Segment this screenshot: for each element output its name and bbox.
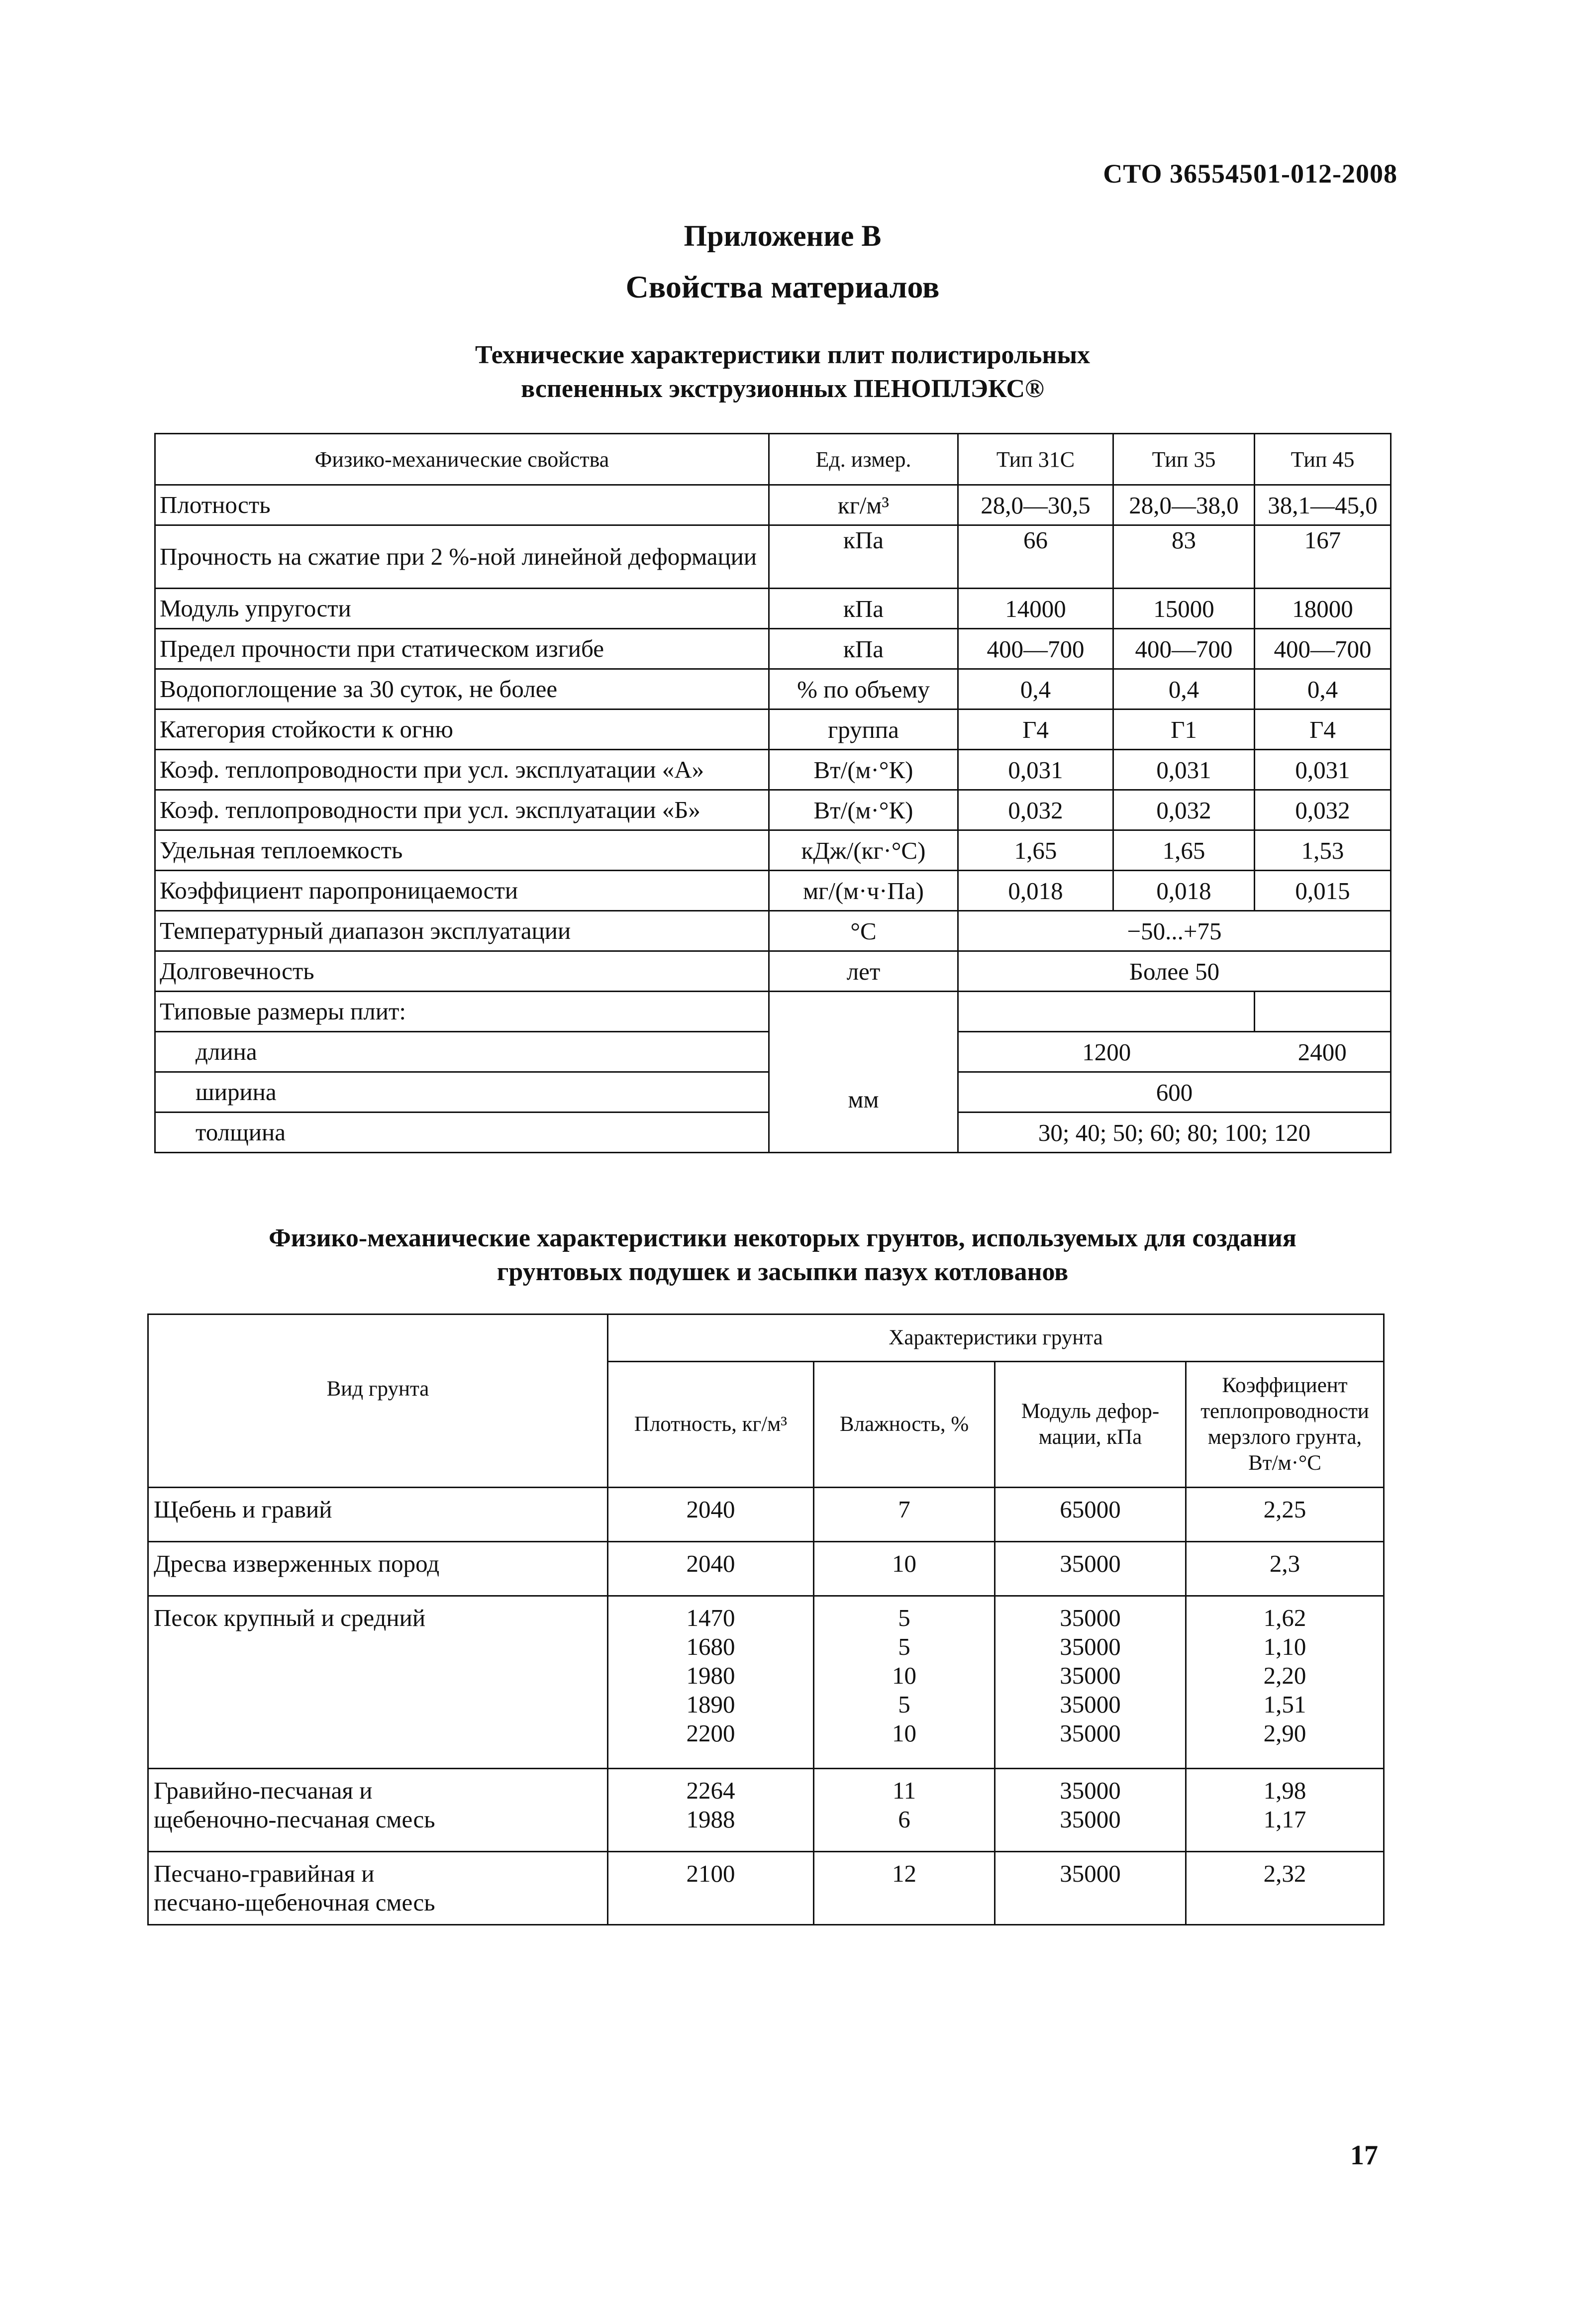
conductivity-cell bbox=[1186, 1488, 1384, 1542]
table-row bbox=[155, 629, 1391, 669]
soil-name bbox=[148, 1542, 608, 1596]
value-cell: Г4 bbox=[958, 709, 1113, 750]
value-cell: 400—700 bbox=[1255, 629, 1391, 669]
soil-name bbox=[148, 1852, 608, 1925]
conductivity-cell-line: 2,25 bbox=[1263, 1496, 1306, 1523]
table2-title-line2: грунтовых подушек и засыпки пазух котлованов bbox=[497, 1258, 1069, 1286]
property-name: Модуль упругости bbox=[155, 589, 769, 629]
property-name: Долговечность bbox=[155, 951, 769, 992]
conductivity-cell-line: 1,62 bbox=[1263, 1604, 1306, 1631]
table1-title-line1: Технические характеристики плит полистирольных bbox=[475, 341, 1091, 369]
section-title: Свойства материалов bbox=[625, 269, 940, 304]
soil-name bbox=[148, 1488, 608, 1542]
table-row bbox=[155, 992, 1391, 1032]
empty-cell bbox=[1255, 992, 1391, 1032]
modulus-cell-line: 35000 bbox=[1060, 1550, 1121, 1577]
modulus-cell-line: 35000 bbox=[1060, 1777, 1121, 1804]
table-row bbox=[155, 871, 1391, 911]
density-cell-line: 1470 bbox=[686, 1604, 735, 1631]
property-name: Предел прочности при статическом изгибе bbox=[155, 629, 769, 669]
soil-name-line: Дресва изверженных пород bbox=[154, 1550, 440, 1577]
density-cell-line: 2100 bbox=[686, 1860, 735, 1887]
moisture-cell-line: 7 bbox=[898, 1496, 910, 1523]
value-cell: 0,018 bbox=[958, 871, 1113, 911]
value-cell: 1200 bbox=[958, 1032, 1255, 1072]
modulus-cell-line: 35000 bbox=[1060, 1806, 1121, 1833]
table-header-row bbox=[155, 434, 1391, 485]
empty-cell bbox=[958, 992, 1255, 1032]
table-row bbox=[155, 951, 1391, 992]
moisture-cell-line: 5 bbox=[898, 1691, 910, 1718]
moisture-cell-line: 10 bbox=[892, 1550, 916, 1577]
value-cell: 0,031 bbox=[1255, 750, 1391, 790]
value-cell: 0,4 bbox=[1113, 669, 1255, 709]
property-name: Температурный диапазон эксплуатации bbox=[155, 911, 769, 951]
header-cell: Тип 45 bbox=[1255, 434, 1391, 485]
density-cell-line: 2264 bbox=[686, 1777, 735, 1804]
value-cell: 0,032 bbox=[958, 790, 1113, 830]
appendix-title: Приложение В bbox=[684, 219, 882, 252]
property-name: длина bbox=[155, 1032, 769, 1072]
table-row bbox=[155, 589, 1391, 629]
property-name: Коэф. теплопроводности при усл. эксплуатации «Б» bbox=[155, 790, 769, 830]
modulus-cell bbox=[995, 1769, 1186, 1852]
unit-cell: кПа bbox=[769, 589, 958, 629]
value-cell: 66 bbox=[958, 525, 1113, 589]
table2-title-line1: Физико-механические характеристики некоторых грунтов, используемых для создания bbox=[269, 1224, 1296, 1252]
conductivity-cell bbox=[1186, 1852, 1384, 1925]
header-cell: Тип 31С bbox=[958, 434, 1113, 485]
table-row bbox=[155, 669, 1391, 709]
moisture-cell bbox=[814, 1488, 995, 1542]
density-cell-line: 1980 bbox=[686, 1662, 735, 1689]
value-cell: 0,031 bbox=[958, 750, 1113, 790]
header-cell: Физико-механические свойства bbox=[155, 434, 769, 485]
unit-cell: кПа bbox=[769, 525, 958, 589]
soil-name-line: Гравийно-песчаная и bbox=[154, 1777, 373, 1804]
value-cell: 28,0—30,5 bbox=[958, 485, 1113, 525]
value-cell: 0,4 bbox=[958, 669, 1113, 709]
soil-name-line: Песчано-гравийная и bbox=[154, 1860, 375, 1887]
property-name: Коэффициент паропроницаемости bbox=[155, 871, 769, 911]
modulus-cell bbox=[995, 1542, 1186, 1596]
conductivity-cell-line: 1,10 bbox=[1263, 1633, 1306, 1660]
header-cell: Плотность, кг/м³ bbox=[608, 1362, 814, 1488]
modulus-cell-line: 35000 bbox=[1060, 1719, 1121, 1747]
value-cell: 0,4 bbox=[1255, 669, 1391, 709]
value-cell: 30; 40; 50; 60; 80; 100; 120 bbox=[958, 1112, 1391, 1153]
soil-properties-table bbox=[147, 1314, 1385, 1925]
table-row bbox=[155, 830, 1391, 871]
table1-title-line2: вспененных экструзионных ПЕНОПЛЭКС® bbox=[521, 375, 1044, 403]
modulus-cell-line: 65000 bbox=[1060, 1496, 1121, 1523]
table-row bbox=[148, 1596, 1384, 1769]
moisture-cell-line: 5 bbox=[898, 1633, 910, 1660]
table-header-row bbox=[148, 1314, 1384, 1362]
unit-cell: Вт/(м·°К) bbox=[769, 790, 958, 830]
unit-cell: группа bbox=[769, 709, 958, 750]
moisture-cell bbox=[814, 1596, 995, 1769]
table-row bbox=[155, 485, 1391, 525]
value-cell: 0,031 bbox=[1113, 750, 1255, 790]
table2-title bbox=[0, 1221, 1579, 1289]
moisture-cell bbox=[814, 1542, 995, 1596]
density-cell bbox=[608, 1769, 814, 1852]
table1-title bbox=[0, 338, 1579, 406]
unit-cell: лет bbox=[769, 951, 958, 992]
moisture-cell-line: 5 bbox=[898, 1604, 910, 1631]
penoplex-properties-table bbox=[154, 433, 1392, 1153]
header-cell: Коэффициент теплопроводности мерзлого грунта, Вт/м·°С bbox=[1186, 1362, 1384, 1488]
table-row bbox=[155, 790, 1391, 830]
modulus-cell bbox=[995, 1852, 1186, 1925]
value-cell: 167 bbox=[1255, 525, 1391, 589]
moisture-cell bbox=[814, 1769, 995, 1852]
value-cell: 600 bbox=[958, 1072, 1391, 1112]
document-code: СТО 36554501-012-2008 bbox=[1103, 159, 1397, 189]
property-name: Прочность на сжатие при 2 %-ной линейной деформации bbox=[155, 525, 769, 589]
property-name: ширина bbox=[155, 1072, 769, 1112]
table-row bbox=[148, 1769, 1384, 1852]
modulus-cell-line: 35000 bbox=[1060, 1604, 1121, 1631]
moisture-cell bbox=[814, 1852, 995, 1925]
value-cell: Г4 bbox=[1255, 709, 1391, 750]
unit-cell: кПа bbox=[769, 629, 958, 669]
unit-cell: кДж/(кг·°С) bbox=[769, 830, 958, 871]
moisture-cell-line: 6 bbox=[898, 1806, 910, 1833]
soil-name bbox=[148, 1596, 608, 1769]
value-cell: 400—700 bbox=[958, 629, 1113, 669]
conductivity-cell-line: 1,51 bbox=[1263, 1691, 1306, 1718]
property-name: Категория стойкости к огню bbox=[155, 709, 769, 750]
value-cell: 1,65 bbox=[1113, 830, 1255, 871]
header-cell: Ед. измер. bbox=[769, 434, 958, 485]
header-cell: Характеристики грунта bbox=[608, 1314, 1384, 1362]
page-number: 17 bbox=[1350, 2140, 1378, 2171]
value-cell: 28,0—38,0 bbox=[1113, 485, 1255, 525]
density-cell-line: 2040 bbox=[686, 1550, 735, 1577]
modulus-cell-line: 35000 bbox=[1060, 1633, 1121, 1660]
value-cell: 1,65 bbox=[958, 830, 1113, 871]
value-cell: 18000 bbox=[1255, 589, 1391, 629]
table-row bbox=[155, 525, 1391, 589]
value-cell: 400—700 bbox=[1113, 629, 1255, 669]
value-cell: 2400 bbox=[1255, 1032, 1391, 1072]
density-cell-line: 1680 bbox=[686, 1633, 735, 1660]
value-cell: 38,1—45,0 bbox=[1255, 485, 1391, 525]
moisture-cell-line: 11 bbox=[892, 1777, 916, 1804]
soil-name-line: щебеночно-песчаная смесь bbox=[154, 1806, 435, 1833]
density-cell bbox=[608, 1488, 814, 1542]
unit-cell: Вт/(м·°К) bbox=[769, 750, 958, 790]
density-cell-line: 2040 bbox=[686, 1496, 735, 1523]
header-cell: Модуль дефор-мации, кПа bbox=[995, 1362, 1186, 1488]
soil-name-line: Песок крупный и средний bbox=[154, 1604, 426, 1631]
value-cell: 0,032 bbox=[1113, 790, 1255, 830]
property-name: Водопоглощение за 30 суток, не более bbox=[155, 669, 769, 709]
value-cell: 0,015 bbox=[1255, 871, 1391, 911]
conductivity-cell bbox=[1186, 1769, 1384, 1852]
header-cell: Влажность, % bbox=[814, 1362, 995, 1488]
table-row bbox=[155, 911, 1391, 951]
value-cell: 14000 bbox=[958, 589, 1113, 629]
property-name: Типовые размеры плит: bbox=[155, 992, 769, 1032]
value-cell: 0,032 bbox=[1255, 790, 1391, 830]
unit-cell: мм bbox=[769, 992, 958, 1153]
modulus-cell-line: 35000 bbox=[1060, 1860, 1121, 1887]
conductivity-cell-line: 2,20 bbox=[1263, 1662, 1306, 1689]
unit-cell: % по объему bbox=[769, 669, 958, 709]
moisture-cell-line: 10 bbox=[892, 1662, 916, 1689]
unit-cell: °С bbox=[769, 911, 958, 951]
value-cell: −50...+75 bbox=[958, 911, 1391, 951]
moisture-cell-line: 12 bbox=[892, 1860, 916, 1887]
soil-name-line: Щебень и гравий bbox=[154, 1496, 332, 1523]
density-cell bbox=[608, 1542, 814, 1596]
density-cell bbox=[608, 1852, 814, 1925]
conductivity-cell-line: 1,17 bbox=[1263, 1806, 1306, 1833]
density-cell-line: 1890 bbox=[686, 1691, 735, 1718]
conductivity-cell-line: 2,90 bbox=[1263, 1719, 1306, 1747]
property-name: толщина bbox=[155, 1112, 769, 1153]
value-cell: 83 bbox=[1113, 525, 1255, 589]
value-cell: 0,018 bbox=[1113, 871, 1255, 911]
header-cell: Тип 35 bbox=[1113, 434, 1255, 485]
unit-cell: кг/м³ bbox=[769, 485, 958, 525]
density-cell-line: 2200 bbox=[686, 1719, 735, 1747]
unit-cell: мг/(м·ч·Па) bbox=[769, 871, 958, 911]
table-row bbox=[155, 750, 1391, 790]
moisture-cell-line: 10 bbox=[892, 1719, 916, 1747]
table-row bbox=[148, 1852, 1384, 1925]
value-cell: 1,53 bbox=[1255, 830, 1391, 871]
property-name: Удельная теплоемкость bbox=[155, 830, 769, 871]
header-cell: Вид грунта bbox=[148, 1314, 608, 1488]
modulus-cell-line: 35000 bbox=[1060, 1662, 1121, 1689]
value-cell: 15000 bbox=[1113, 589, 1255, 629]
modulus-cell-line: 35000 bbox=[1060, 1691, 1121, 1718]
conductivity-cell bbox=[1186, 1542, 1384, 1596]
property-name: Плотность bbox=[155, 485, 769, 525]
density-cell bbox=[608, 1596, 814, 1769]
table-row bbox=[155, 709, 1391, 750]
conductivity-cell-line: 2,3 bbox=[1269, 1550, 1300, 1577]
modulus-cell bbox=[995, 1596, 1186, 1769]
soil-name bbox=[148, 1769, 608, 1852]
soil-table-body bbox=[148, 1488, 1384, 1925]
density-cell-line: 1988 bbox=[686, 1806, 735, 1833]
value-cell: Более 50 bbox=[958, 951, 1391, 992]
conductivity-cell-line: 2,32 bbox=[1263, 1860, 1306, 1887]
table-row bbox=[148, 1488, 1384, 1542]
soil-name-line: песчано-щебеночная смесь bbox=[154, 1889, 435, 1916]
table-row bbox=[148, 1542, 1384, 1596]
conductivity-cell bbox=[1186, 1596, 1384, 1769]
property-name: Коэф. теплопроводности при усл. эксплуатации «А» bbox=[155, 750, 769, 790]
value-cell: Г1 bbox=[1113, 709, 1255, 750]
conductivity-cell-line: 1,98 bbox=[1263, 1777, 1306, 1804]
modulus-cell bbox=[995, 1488, 1186, 1542]
